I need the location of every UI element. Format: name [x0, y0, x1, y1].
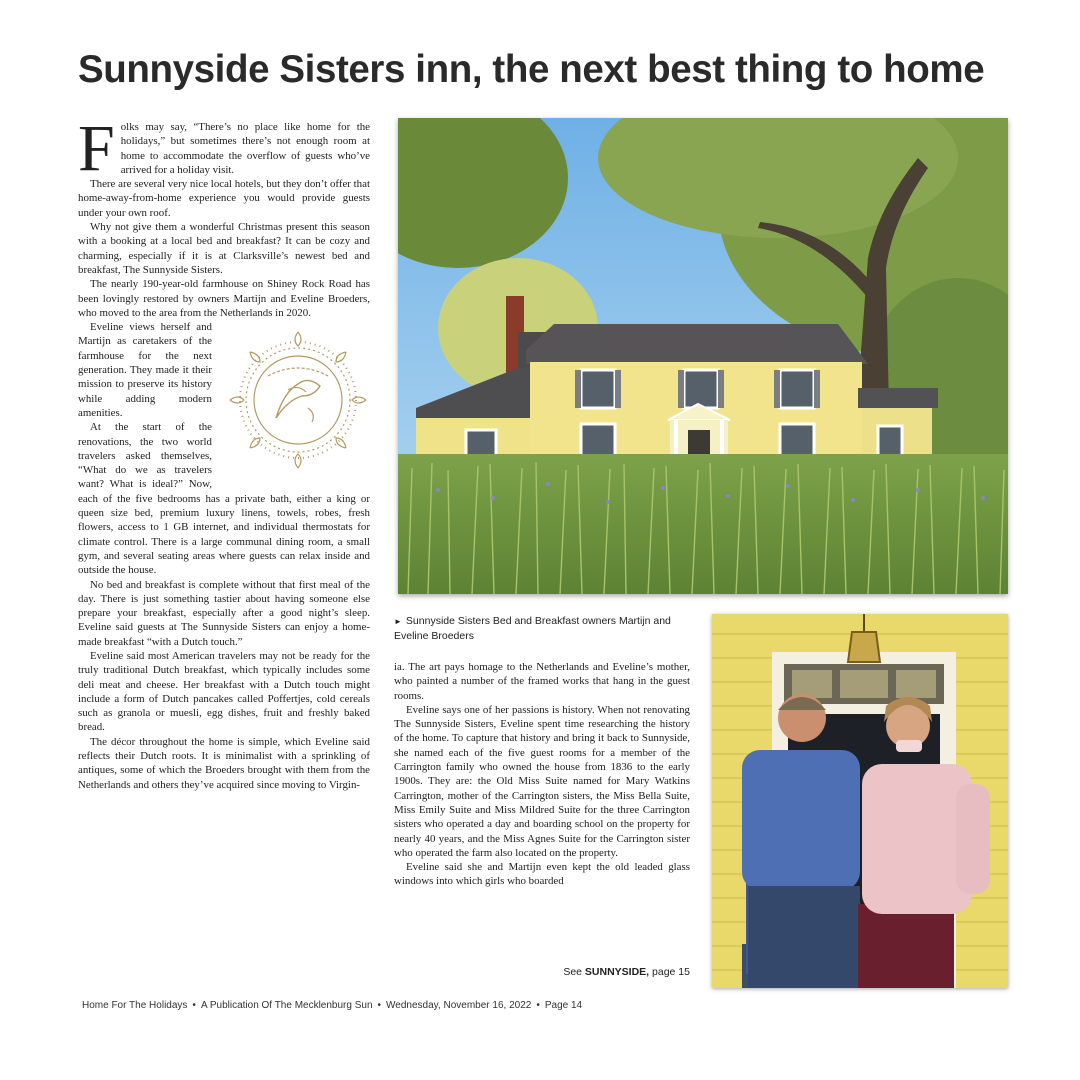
footer-separator: • — [536, 1000, 540, 1011]
footer-separator: • — [192, 1000, 196, 1011]
article-paragraph: At the start of the renovations, the two world travelers asked themselves, “What do we as travelers want? What is ideal?” Now, each of the five bedrooms has a private bath, either a king or queen size bed, premium luxury linens, towels, robes, fresh flowers, access to 1 GB internet, and individual thermostats for climate control. There is a large communal dining room, a small gym, and several seating areas where guests can relax inside and outside the house. — [78, 421, 370, 577]
article-column-middle — [394, 660, 690, 982]
article-paragraph: The nearly 190-year-old farmhouse on Shiney Rock Road has been lovingly restored by owners Martijn and Eveline Broeders, who moved to the area from the Netherlands in 2020. — [78, 278, 370, 319]
article-paragraph: Why not give them a wonderful Christmas present this season with a booking at a local bed and breakfast? It can be cozy and charming, especially if it is at Clarksville’s newest bed and breakfast, The Sunnyside Sisters. — [78, 221, 370, 276]
article-paragraph: The décor throughout the home is simple, which Eveline said reflects their Dutch roots. It is minimalist with a sprinkling of antiques, some of which the Broeders brought with them from the Netherlands and others they’ve acquired since moving to Virgin- — [78, 735, 370, 791]
headline: Sunnyside Sisters inn, the next best thing to home — [78, 48, 985, 91]
article-paragraph: Eveline views herself and Martijn as caretakers of the farmhouse for the next generation. They made it their mission to preserve its history while adding modern amenities. — [78, 321, 212, 419]
article-paragraph: Eveline said she and Martijn even kept the old leaded glass windows into which girls who boarded — [394, 861, 690, 888]
article-paragraph: There are several very nice local hotels, but they don’t offer that home-away-from-home experience you would provide guests under your own roof. — [78, 178, 370, 219]
photo-caption — [394, 614, 694, 643]
see-more-jump — [394, 966, 690, 978]
see-more-keyword: SUNNYSIDE, — [584, 966, 650, 978]
article-paragraph: ia. The art pays homage to the Netherlands and Eveline’s mother, who painted a number of the framed works that hang in the guest rooms. — [394, 661, 690, 702]
article-paragraph: Eveline says one of her passions is history. When not renovating The Sunnyside Sisters, Eveline spent time researching the history of the home. To capture that history and bring it back to Sunnyside, she named each of the five guest rooms for a member of the Carrington family who owned the house from 1836 to the early 1900s. They are: the Old Miss Suite named for Mary Watkins Carrington, mother of the Carrington sisters, the Miss Bella Suite, Miss Emily Suite and Miss Mildred Suite for the three Carrington sisters who operated a day and boarding school on the property for nearly 40 years, and the Miss Agnes Suite for the Carrington sister who operated the farm also located on the property. — [394, 703, 690, 859]
footer-publication: A Publication Of The Mecklenburg Sun — [200, 1000, 373, 1011]
dropcap: F — [78, 112, 115, 185]
owners-photo — [712, 614, 1008, 988]
footer-section-name: Home For The Holidays — [82, 1000, 188, 1011]
article-paragraph: No bed and breakfast is complete without that first meal of the day. There is just something tastier about having someone else prepare your breakfast, especially after a good night’s sleep. Eveline said guests at The Sunnyside Sisters can enjoy a home-made breakfast “with a Dutch touch.” — [78, 578, 370, 648]
footer-date: Wednesday, November 16, 2022 — [386, 1000, 532, 1011]
article-column-left — [78, 112, 370, 990]
see-more-page: page 15 — [652, 966, 690, 978]
page-footer — [82, 1000, 582, 1011]
caption-arrow-icon: ► — [394, 617, 402, 626]
sunnyside-sisters-logo — [218, 320, 378, 480]
footer-separator: • — [377, 1000, 382, 1011]
article-paragraph: Eveline said most American travelers may not be ready for the truly traditional Dutch breakfast, which typically includes some deli meat and cheese. Her breakfast with a Dutch touch might include a form of Dutch pancakes called Poffertjes, cold cereals such as granola or muesli, egg dishes, fruit and freshly baked bread. — [78, 649, 370, 734]
caption-text: Sunnyside Sisters Bed and Breakfast owners Martijn and Eveline Broeders — [394, 615, 671, 642]
article-paragraph: olks may say, “There’s no place like home for the holidays,” but sometimes there’s not enough room at home to accommodate the overflow of guests who’ve arrived for a holiday visit. — [120, 121, 370, 176]
see-more-prefix: See — [563, 966, 582, 978]
footer-page-number: Page 14 — [544, 1000, 583, 1011]
house-photo — [398, 118, 1008, 594]
